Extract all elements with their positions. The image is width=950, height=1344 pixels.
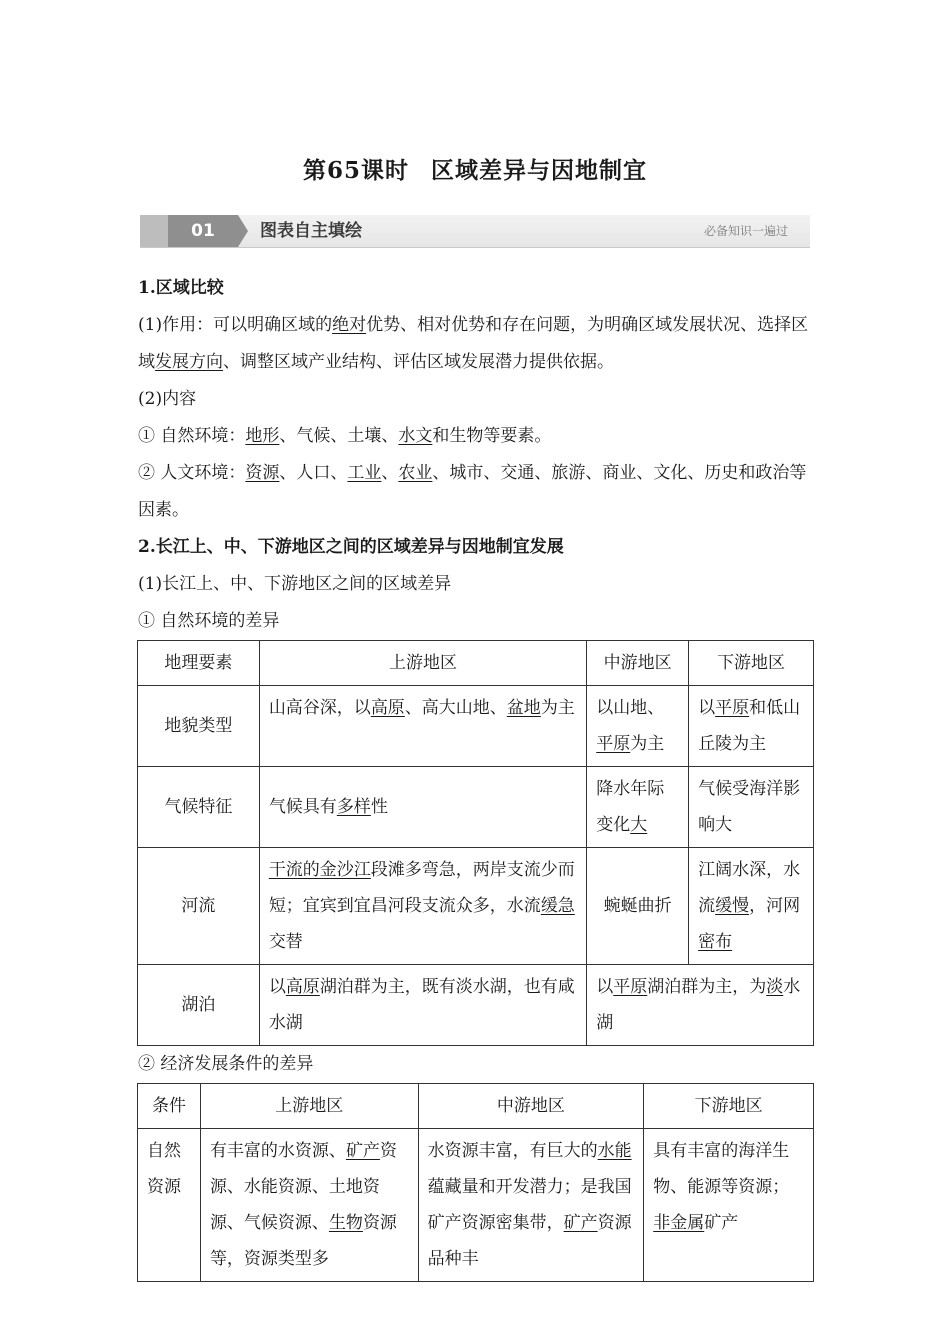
table-header-cell: 下游地区 xyxy=(644,1084,814,1129)
table-header-cell: 地理要素 xyxy=(138,641,260,686)
page-title xyxy=(0,152,950,185)
table-header-row xyxy=(138,641,814,686)
document-body xyxy=(138,270,813,1282)
row-label: 河流 xyxy=(138,848,260,965)
paragraph-content-label: (2)内容 xyxy=(138,389,197,409)
row-label: 自然资源 xyxy=(138,1129,201,1282)
title-topic: 区域差异与因地制宜 xyxy=(431,157,647,184)
table-cell: 山高谷深，以高原、高大山地、盆地为主 xyxy=(259,686,586,767)
table-header-cell: 中游地区 xyxy=(587,641,689,686)
table-cell: 干流的金沙江段滩多弯急，两岸支流少而短；宜宾到宜昌河段支流众多，水流缓急交替 xyxy=(259,848,586,965)
table-row xyxy=(138,767,814,848)
table-cell: 蜿蜒曲折 xyxy=(587,848,689,965)
paragraph-role: (1)作用：可以明确区域的绝对优势、相对优势和存在问题，为明确区域发展状况、选择区域发展方向、调整区域产业结构、评估区域发展潜力提供依据。 xyxy=(138,315,809,372)
table-cell: 以平原和低山丘陵为主 xyxy=(689,686,814,767)
section-2-heading: 2.长江上、中、下游地区之间的区域差异与因地制宜发展 xyxy=(138,537,564,557)
economic-conditions-table xyxy=(137,1083,814,1282)
natural-environment-table xyxy=(137,640,814,1046)
table-header-cell: 条件 xyxy=(138,1084,201,1129)
table-cell: 有丰富的水资源、矿产资源、水能资源、土地资源、气候资源、生物资源等，资源类型多 xyxy=(200,1129,418,1282)
table-cell: 以高原湖泊群为主，既有淡水湖，也有咸水湖 xyxy=(259,965,586,1046)
subsection-natural-diff: ① 自然环境的差异 xyxy=(138,611,280,631)
row-label: 地貌类型 xyxy=(138,686,260,767)
title-lesson: 第65课时 xyxy=(302,157,409,184)
table-cell: 水资源丰富，有巨大的水能蕴藏量和开发潜力；是我国矿产资源密集带，矿产资源品种丰 xyxy=(418,1129,644,1282)
table-header-cell: 上游地区 xyxy=(259,641,586,686)
table-row xyxy=(138,965,814,1046)
row-label: 湖泊 xyxy=(138,965,260,1046)
table-row xyxy=(138,1129,814,1282)
section-banner xyxy=(140,215,810,248)
table-row xyxy=(138,686,814,767)
table-cell: 以山地、平原为主 xyxy=(587,686,689,767)
section-1-heading: 1.区域比较 xyxy=(138,278,224,298)
paragraph-human-env: ② 人文环境：资源、人口、工业、农业、城市、交通、旅游、商业、文化、历史和政治等因素。 xyxy=(138,463,807,520)
banner-number: 01 xyxy=(168,215,238,247)
table-cell: 气候受海洋影响大 xyxy=(689,767,814,848)
banner-subtitle: 必备知识一遍过 xyxy=(703,224,788,238)
subsection-differences: (1)长江上、中、下游地区之间的区域差异 xyxy=(138,574,452,594)
paragraph-natural-env: ① 自然环境：地形、气候、土壤、水文和生物等要素。 xyxy=(138,426,552,446)
table-header-cell: 下游地区 xyxy=(689,641,814,686)
subsection-economic-diff: ② 经济发展条件的差异 xyxy=(138,1054,314,1074)
banner-stripe xyxy=(140,215,168,247)
banner-title: 图表自主填绘 xyxy=(260,221,362,241)
table-header-row xyxy=(138,1084,814,1129)
table-header-cell: 上游地区 xyxy=(200,1084,418,1129)
table-cell: 气候具有多样性 xyxy=(259,767,586,848)
table-cell: 降水年际变化大 xyxy=(587,767,689,848)
row-label: 气候特征 xyxy=(138,767,260,848)
table-cell: 江阔水深，水流缓慢，河网密布 xyxy=(689,848,814,965)
table-header-cell: 中游地区 xyxy=(418,1084,644,1129)
table-cell: 具有丰富的海洋生物、能源等资源；非金属矿产 xyxy=(644,1129,814,1282)
table-row xyxy=(138,848,814,965)
table-cell: 以平原湖泊群为主，为淡水湖 xyxy=(587,965,814,1046)
